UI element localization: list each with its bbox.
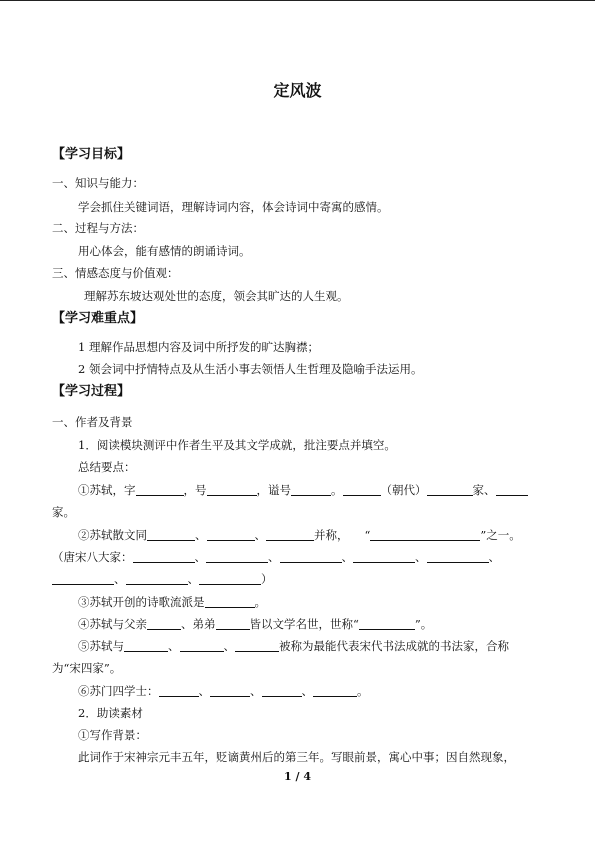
background-text: 此词作于宋神宗元丰五年，贬谪黄州后的第三年。写眼前景，寓心中事；因自然现象，	[78, 750, 515, 764]
blank-field[interactable]	[124, 639, 168, 652]
process-task-2: 2．助读素材	[78, 706, 143, 720]
blank-field[interactable]	[206, 550, 268, 563]
blank-field[interactable]	[496, 483, 528, 496]
heading-keypoints: 【学习难重点】	[52, 311, 144, 326]
goal-section-2: 二、过程与方法：	[52, 221, 144, 235]
blank-field[interactable]	[216, 617, 250, 630]
question-5-cont: 为“宋四家”。	[52, 661, 122, 675]
page-title: 定风波	[273, 81, 322, 100]
blank-field[interactable]	[280, 550, 342, 563]
top-border	[0, 0, 595, 1]
question-1-cont: 家。	[52, 505, 75, 519]
blank-field[interactable]	[291, 483, 331, 496]
question-6: ⑥苏门四学士： 、 、 、 。	[78, 684, 369, 698]
question-2: ②苏轼散文同 、 、 并称， “ ”之一。	[78, 528, 521, 542]
blank-field[interactable]	[147, 617, 181, 630]
blank-field[interactable]	[343, 483, 381, 496]
question-5: ⑤苏轼与 、 、 被称为最能代表宋代书法成就的书法家，合称	[78, 639, 509, 653]
blank-field[interactable]	[313, 684, 357, 697]
goal-text-2: 用心体会，能有感情的朗诵诗词。	[78, 244, 251, 258]
blank-field[interactable]	[136, 483, 184, 496]
blank-field[interactable]	[210, 684, 250, 697]
heading-process: 【学习过程】	[52, 384, 131, 399]
blank-field[interactable]	[159, 684, 199, 697]
goal-text-1: 学会抓住关键词语，理解诗词内容，体会诗词中寄寓的感情。	[78, 200, 389, 214]
question-2-list: （唐宋八大家： 、 、 、 、 、	[52, 550, 500, 564]
blank-field[interactable]	[207, 528, 255, 541]
blank-field[interactable]	[266, 528, 314, 541]
question-4: ④苏轼与父亲 、弟弟 皆以文学名世，世称“ ”。	[78, 617, 433, 631]
blank-field[interactable]	[205, 595, 255, 608]
blank-field[interactable]	[353, 550, 415, 563]
process-task-1: 1．阅读模块测评中作者生平及其文学成就，批注要点并填空。	[78, 438, 396, 452]
blank-field[interactable]	[199, 572, 261, 585]
blank-field[interactable]	[180, 639, 224, 652]
blank-field[interactable]	[133, 550, 195, 563]
question-3: ③苏轼开创的诗歌流派是 。	[78, 595, 266, 609]
blank-field[interactable]	[235, 639, 279, 652]
blank-field[interactable]	[427, 550, 489, 563]
goal-section-3: 三、情感态度与价值观：	[52, 266, 179, 280]
process-section-1: 一、作者及背景	[52, 415, 133, 429]
question-1: ①苏轼，字 ，号 ，谥号 。 （朝代） 家、	[78, 482, 528, 498]
blank-field[interactable]	[262, 684, 302, 697]
question-2-list-cont: 、 、 ）	[52, 571, 273, 587]
blank-field[interactable]	[126, 572, 188, 585]
goal-section-1: 一、知识与能力：	[52, 176, 144, 190]
blank-field[interactable]	[52, 572, 114, 585]
keypoint-2: 2 领会词中抒情特点及从生活小事去领悟人生哲理及隐喻手法运用。	[78, 362, 423, 376]
blank-field[interactable]	[147, 528, 195, 541]
summary-label: 总结要点：	[78, 460, 136, 474]
blank-field[interactable]	[359, 617, 415, 630]
blank-field[interactable]	[207, 483, 257, 496]
goal-text-3: 理解苏东坡达观处世的态度，领会其旷达的人生观。	[84, 289, 349, 303]
keypoint-1: 1 理解作品思想内容及词中所抒发的旷达胸襟；	[78, 340, 319, 354]
background-label: ①写作背景：	[78, 728, 147, 742]
page-number: 1 / 4	[284, 770, 311, 783]
blank-field[interactable]	[370, 528, 480, 541]
heading-goals: 【学习目标】	[52, 147, 131, 162]
blank-field[interactable]	[427, 483, 473, 496]
